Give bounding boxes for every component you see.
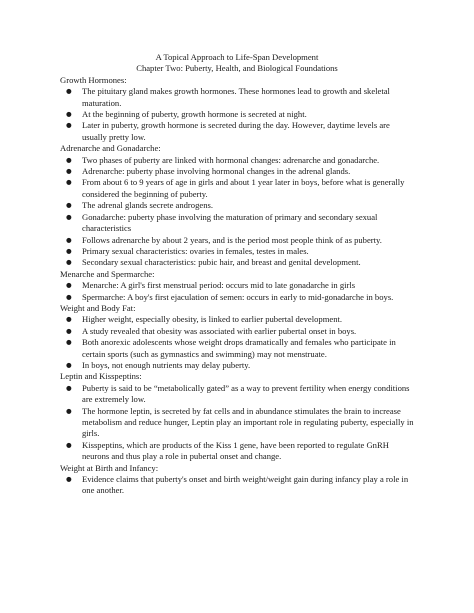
list-item: ● The pituitary gland makes growth hormones. These hormones lead to growth and skeletal maturation. — [60, 86, 414, 109]
section-heading: Leptin and Kisspeptins: — [60, 371, 142, 382]
list-item: ● A study revealed that obesity was associated with earlier pubertal onset in boys. — [60, 326, 414, 337]
bullet-list — [60, 474, 414, 497]
list-item: ● Kisspeptins, which are products of the Kiss 1 gene, have been reported to regulate GnRH neurons and thus play a role in pubertal onset and change. — [60, 440, 414, 463]
list-item: ● Primary sexual characteristics: ovaries in females, testes in males. — [60, 246, 414, 257]
section-heading: Adrenarche and Gonadarche: — [60, 143, 161, 154]
section-heading: Weight at Birth and Infancy: — [60, 462, 159, 473]
list-item: ● Menarche: A girl's first menstrual period: occurs mid to late gonadarche in girls — [60, 280, 414, 291]
bullet-list — [60, 86, 414, 143]
list-item: ● Two phases of puberty are linked with hormonal changes: adrenarche and gonadarche. — [60, 155, 414, 166]
list-item: ● Gonadarche: puberty phase involving the maturation of primary and secondary sexual characteristics — [60, 212, 414, 235]
list-item: ● Secondary sexual characteristics: pubic hair, and breast and genital development. — [60, 257, 414, 268]
section-adrenarche-gonadarche — [60, 143, 414, 268]
list-item: ● Higher weight, especially obesity, is linked to earlier pubertal development. — [60, 314, 414, 325]
list-item: ● At the beginning of puberty, growth hormone is secreted at night. — [60, 109, 414, 120]
list-item: ● The hormone leptin, is secreted by fat cells and in abundance stimulates the brain to increase metabolism and reduce hunger, Leptin play an important role in regulating puberty, especially in girls. — [60, 406, 414, 440]
section-heading: Menarche and Spermarche: — [60, 268, 155, 279]
list-item: ● Puberty is said to be “metabolically gated” as a way to prevent fertility when energy conditions are extremely low. — [60, 383, 414, 406]
list-item: ● Later in puberty, growth hormone is secreted during the day. However, daytime levels are usually pretty low. — [60, 120, 414, 143]
list-item: ● Evidence claims that puberty's onset and birth weight/weight gain during infancy play a role in one another. — [60, 474, 414, 497]
section-weight-body-fat — [60, 303, 414, 371]
list-item: ● Both anorexic adolescents whose weight drops dramatically and females who participate in certain sports (such as gymnastics and swimming) may not menstruate. — [60, 337, 414, 360]
section-growth-hormones — [60, 75, 414, 143]
section-heading: Growth Hormones: — [60, 74, 127, 85]
section-heading: Weight and Body Fat: — [60, 302, 136, 313]
bullet-list — [60, 383, 414, 463]
bullet-list — [60, 280, 414, 303]
list-item: ● In boys, not enough nutrients may delay puberty. — [60, 360, 414, 371]
bullet-list — [60, 314, 414, 371]
document-title: A Topical Approach to Life-Span Development — [155, 52, 319, 62]
list-item: ● Adrenarche: puberty phase involving hormonal changes in the adrenal glands. — [60, 166, 414, 177]
document-subtitle: Chapter Two: Puberty, Health, and Biological Foundations — [136, 63, 338, 74]
bullet-list — [60, 155, 414, 269]
section-weight-birth-infancy — [60, 463, 414, 497]
section-menarche-spermarche — [60, 269, 414, 303]
list-item: ● From about 6 to 9 years of age in girls and about 1 year later in boys, before what is generally considered the beginning of puberty. — [60, 177, 414, 200]
list-item: ● Spermarche: A boy's first ejaculation of semen: occurs in early to mid-gonadarche in boys. — [60, 292, 414, 303]
list-item: ● The adrenal glands secrete androgens. — [60, 200, 414, 211]
list-item: ● Follows adrenarche by about 2 years, and is the period most people think of as puberty. — [60, 235, 414, 246]
section-leptin-kisspeptins — [60, 371, 414, 462]
